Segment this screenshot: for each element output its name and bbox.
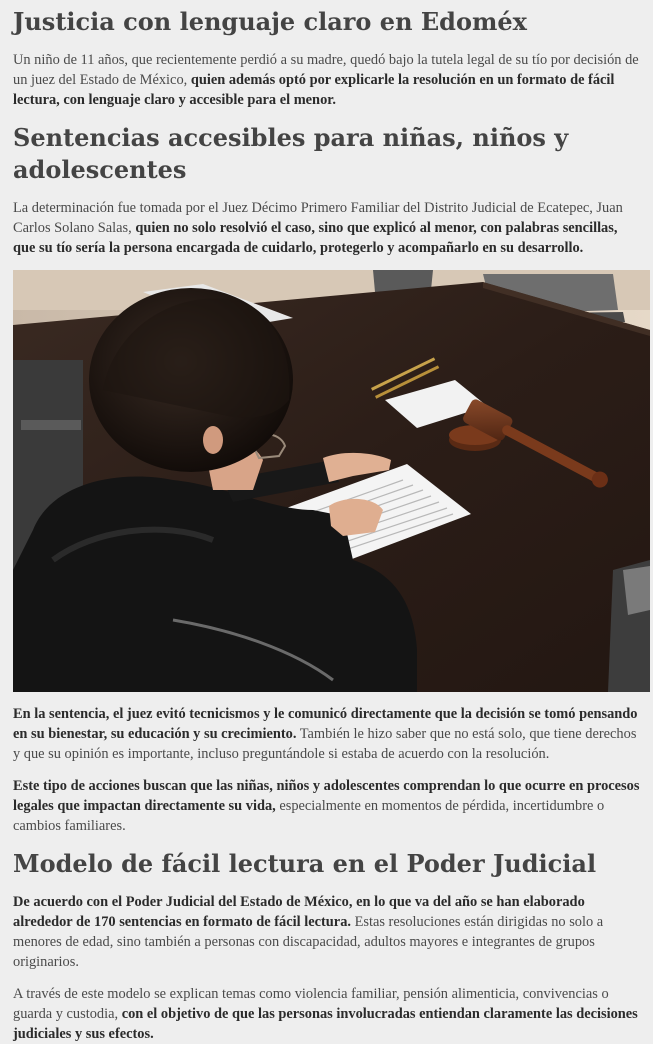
article-title: Justicia con lenguaje claro en Edoméx	[13, 7, 527, 36]
paragraph-sentence-text: También le hizo saber que no está solo, que tiene derechos y que su opinión es importante, incluso preguntándole si estaba de acuerdo con la resolución.	[13, 726, 637, 762]
child-hand-left	[329, 499, 383, 536]
section-heading-accessible: Sentencias accesibles para niñas, niños y adolescentes	[13, 123, 569, 184]
paragraph-judicial-text: Estas resoluciones están dirigidas no solo a menores de edad, sino también a personas con discapacidad, adultos mayores e integrantes de grupos originarios.	[13, 914, 604, 970]
paragraph-intro-text: Un niño de 11 años, que recientemente perdió a su madre, quedó bajo la tutela legal de su tío por decisión de un juez del Estado de México,	[13, 52, 639, 88]
section-heading-model: Modelo de fácil lectura en el Poder Judicial	[13, 849, 597, 878]
paragraph-judge-bold: quien no solo resolvió el caso, sino que explicó al menor, con palabras sencillas, que su tío sería la persona encargada de cuidarlo, protegerlo y acompañarlo en su desarrollo.	[13, 220, 618, 256]
paragraph-intro-bold: quien además optó por explicarle la resolución en un formato de fácil lectura, con lenguaje claro y accesible para el menor.	[13, 72, 615, 108]
paragraph-judicial	[13, 892, 640, 972]
paragraph-judge	[13, 198, 640, 258]
article-photo	[13, 270, 650, 692]
photo-illustration	[13, 270, 650, 692]
paragraph-intro	[13, 50, 640, 110]
paragraph-judge-text: La determinación fue tomada por el Juez Décimo Primero Familiar del Distrito Judicial de Ecatepec, Juan Carlos Solano Salas,	[13, 200, 623, 236]
paragraph-actions-bold: Este tipo de acciones buscan que las niñas, niños y adolescentes comprendan lo que ocurre en procesos legales que impactan directamente su vida,	[13, 778, 640, 814]
paragraph-topics-bold: con el objetivo de que las personas involucradas entiendan claramente las decisiones judiciales y sus efectos.	[13, 1006, 638, 1042]
paragraph-sentence	[13, 704, 640, 764]
paragraph-topics-text: A través de este modelo se explican temas como violencia familiar, pensión alimenticia, convivencias o guarda y custodia,	[13, 986, 609, 1022]
paragraph-actions-text: especialmente en momentos de pérdida, incertidumbre o cambios familiares.	[13, 798, 605, 834]
paragraph-judicial-bold: De acuerdo con el Poder Judicial del Estado de México, en lo que va del año se han elaborado alrededor de 170 sentencias en formato de fácil lectura.	[13, 894, 585, 930]
paragraph-topics	[13, 984, 640, 1044]
paragraph-actions	[13, 776, 640, 836]
paragraph-sentence-bold: En la sentencia, el juez evitó tecnicismos y le comunicó directamente que la decisión se tomó pensando en su bienestar, su educación y su crecimiento.	[13, 706, 638, 742]
